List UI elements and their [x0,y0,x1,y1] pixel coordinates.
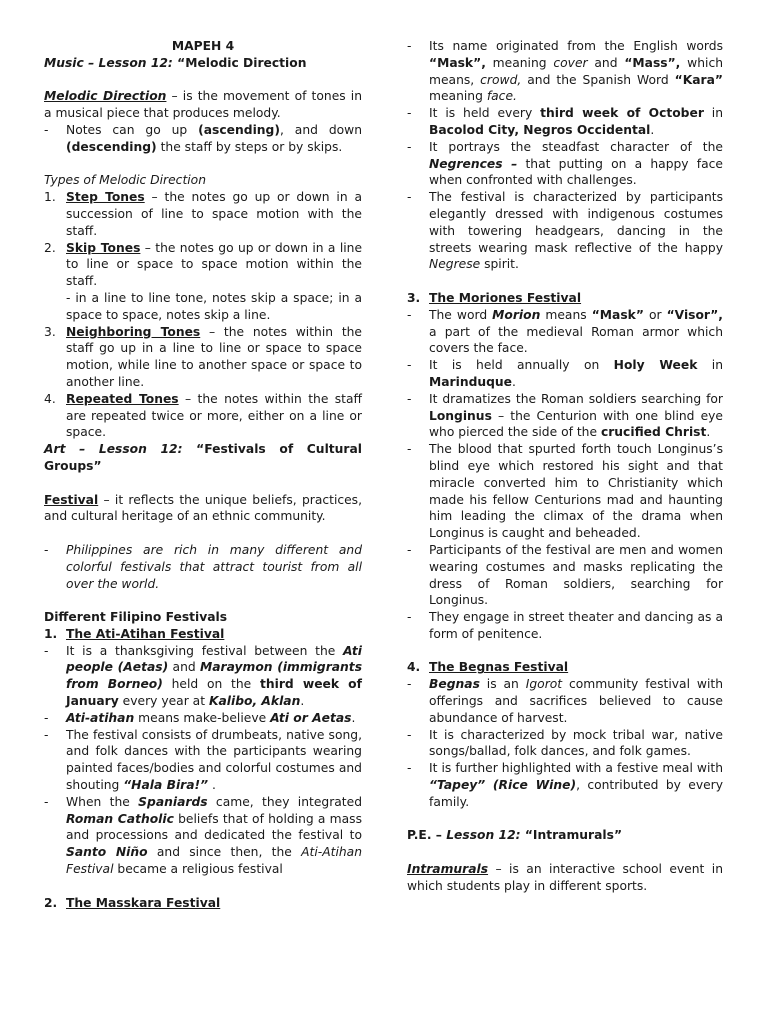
festival-definition: Festival – it reflects the unique beliefs, practices, and cultural heritage of an ethnic community. [44,492,362,524]
masskara-bullet-1: - Its name originated from the English words “Mask”, meaning cover and “Mass”, which means, crowd, and the Spanish Word “Kara” meaning face. [407,39,723,104]
pe-heading: P.E. – Lesson 12: “Intramurals” [407,828,623,843]
notes-bullet: - Notes can go up (ascending), and down (descending) the staff by steps or by skips. [44,122,362,154]
begnas-bullet-1: - Begnas is an Igorot community festival with offerings and sacrifices believed to cause abundance of harvest. [407,677,723,725]
festival-1-title: 1. The Ati-Atihan Festival [44,626,225,641]
ati-bullet-2: - Ati-atihan means make-believe Ati or Aetas. [44,710,356,725]
philippines-note: - Philippines are rich in many different and colorful festivals that attract tourist from all over the world. [44,542,362,591]
ati-bullet-3: - The festival consists of drumbeats, native song, and folk dances with the participants wearing painted faces/bodies and colorful costumes and shouting “Hala Bira!” . [44,727,362,793]
masskara-bullet-4: - The festival is characterized by participants elegantly dressed with indigenous costumes with towering headgears, dancing in the streets wearing mask reflective of the happy Negrese spirit. [407,190,723,272]
moriones-bullet-2: - It is held annually on Holy Week in Marinduque. [407,358,723,389]
skip-tones-note: - in a line to line tone, notes skip a space; in a space to space, notes skip a line. [66,290,362,322]
type-neighboring-tones: 3. Neighboring Tones – the notes within the staff go up in a line to line or space to space motion, while line to another space or space to another line. [44,324,362,389]
art-heading: Art – Lesson 12: “Festivals of Cultural Groups” [44,442,362,473]
moriones-bullet-4: - The blood that spurted forth touch Longinus’s blind eye which restored his sight and that miracle converted him to Christianity which made his fellow Centurions mad and haunting him leading the climax of the drama when Longinus is caught and beheaded. [407,442,723,541]
masskara-bullet-3: - It portrays the steadfast character of the Negrences – that putting on a happy face when confronted with challenges. [407,139,723,188]
ati-bullet-1: - It is a thanksgiving festival between the Ati people (Aetas) and Maraymon (immigrants from Borneo) held on the third week of January every year at Kalibo, Aklan. [44,643,363,709]
right-column [407,38,723,895]
festival-4-title: 4. The Begnas Festival [407,660,569,675]
moriones-bullet-3: - It dramatizes the Roman soldiers searching for Longinus – the Centurion with one blind eye who pierced the side of the crucified Christ. [407,391,723,440]
type-skip-tones: 2. Skip Tones – the notes go up or down in a line to line or space to space motion within the staff. [44,240,363,289]
doc-title: MAPEH 4 [171,39,235,53]
melodic-definition: Melodic Direction – is the movement of tones in a musical piece that produces melody. [44,89,362,121]
festival-3-title: 3. The Moriones Festival [407,290,582,305]
intramurals-definition: Intramurals – is an interactive school event in which students play in different sports. [407,862,723,893]
types-heading: Types of Melodic Direction [44,173,206,188]
moriones-bullet-1: - The word Morion means “Mask” or “Visor”, a part of the medieval Roman armor which covers the face. [407,307,723,356]
festival-2-title: 2. The Masskara Festival [44,895,221,910]
different-festivals-heading: Different Filipino Festivals [44,610,228,625]
type-repeated-tones: 4. Repeated Tones – the notes within the staff are repeated twice or more, either on a line or space. [44,391,363,440]
moriones-bullet-6: - They engage in street theater and dancing as a form of penitence. [407,610,723,641]
left-column [44,38,362,911]
music-heading: Music – Lesson 12: “Melodic Direction [44,55,307,70]
type-step-tones: 1. Step Tones – the notes go up or down in a succession of line to space motion with the staff. [44,190,362,238]
moriones-bullet-5: - Participants of the festival are men and women wearing costumes and masks replicating the dress of Roman soldiers, searching for Longinus. [407,542,723,608]
begnas-bullet-2: - It is characterized by mock tribal war, native songs/ballad, folk dances, and folk games. [407,727,723,759]
masskara-bullet-2: - It is held every third week of October in Bacolod City, Negros Occidental. [407,106,723,137]
ati-bullet-4: - When the Spaniards came, they integrated Roman Catholic beliefs that of holding a mass and processions and dedicated the festival to Santo Niño and since then, the Ati-Atihan Festival became a religious festival [44,794,362,877]
begnas-bullet-3: - It is further highlighted with a festive meal with “Tapey” (Rice Wine), contributed by every family. [407,761,723,809]
